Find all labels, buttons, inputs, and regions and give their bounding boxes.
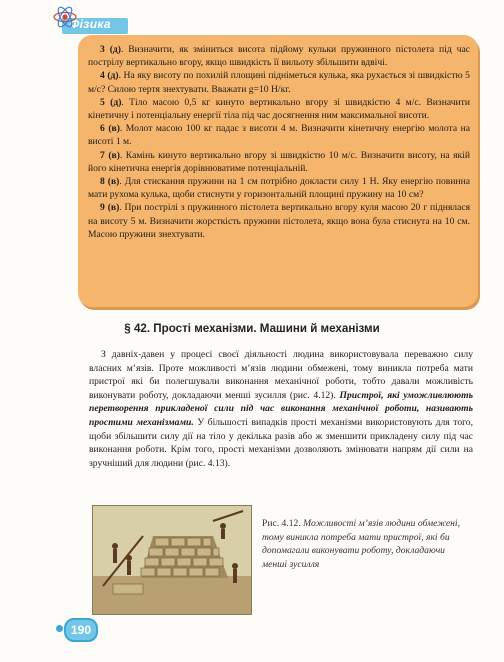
exercise-item: 4 (д). На яку висоту по похилій площині підніметься кулька, яка рухається зі швидкістю 5 м/с? Силою тертя знехтувати. Вважати g=10 Н/кг. (88, 70, 470, 95)
exercise-item: 3 (д). Визначити, як зміниться висота підйому кульки пружинного пістолета під час пострілу вертикально вгору, якщо швидкість її вильоту збільшити вдвічі. (88, 44, 470, 69)
atom-icon (52, 4, 78, 30)
definition-emphasis: Пристрої, які уможливлюють перетворення прикладеної сили під час виконання механічної роботи, називають простими механізмами. (89, 389, 473, 428)
exercise-item: 9 (в). При пострілі з пружинного пістолета вертикально вгору куля масою 20 г піднялася на висоту 5 м. Визначити жорсткість пружини пістолета, якщо вона була стиснута на 10 см. Масою пружини знехтувати. (88, 202, 470, 240)
figure-illustration (92, 505, 252, 615)
exercise-list (88, 43, 470, 241)
body-paragraph: З давніх-давен у процесі своєї діяльності людина використовувала переважно силу власних м’язів. Проте можливості м’язів людини обмежені, тому виникла потреба мати пристрої які би полегшували виконання механічної роботи, тобто давали можливість виконувати роботу, докладаючи менші зусилля (рис. 4.12). Пристрої, які уможливлюють перетворення прикладеної сили під час виконання механічної роботи, називають простими механізмами. У більшості випадків прості механізми використовують для того, щоби збільшити силу дії на тіло у декілька разів або ж зменшити прикладену силу під час виконання роботи. Крім того, прості механізми дозволяють змінювати напрям дії сили на зручніший для людини (рис. 4.13). (89, 349, 474, 469)
section-title: § 42. Прості механізми. Машини й механізми (124, 322, 380, 335)
page-number: 190 (64, 618, 98, 642)
figure-caption-text: Можливості м’язів людини обмежені, тому виникла потреба мати пристрої, які би допомагали виконувати роботу, докладаючи менші зусилля (262, 518, 460, 570)
exercise-item: 8 (в). Для стискання пружини на 1 см потрібно докласти силу 1 Н. Яку енергію повинна мати рухома кулька, щоби стиснути у горизонтальній площині пружину на 10 см? (88, 176, 470, 201)
exercise-item: 7 (в). Камінь кинуто вертикально вгору зі швидкістю 10 м/с. Визначити висоту, на якій його кінетична енергія дорівнюватиме потенціальній. (88, 149, 470, 174)
body-text (89, 348, 473, 470)
exercise-item: 6 (в). Молот масою 100 кг падає з висоти 4 м. Визначити кінетичну енергію молота на висоті 1 м. (88, 123, 470, 148)
subject-title: Фізика (70, 17, 111, 31)
page-number-dot (56, 625, 63, 632)
figure-label: Рис. 4.12. (262, 518, 301, 529)
exercise-item: 5 (д). Тіло масою 0,5 кг кинуто вертикально вгору зі швидкістю 4 м/с. Визначити кінетичну і потенціальну енергії тіла під час досягнення ним максимальної висоти. (88, 96, 470, 122)
figure-caption (262, 517, 462, 571)
